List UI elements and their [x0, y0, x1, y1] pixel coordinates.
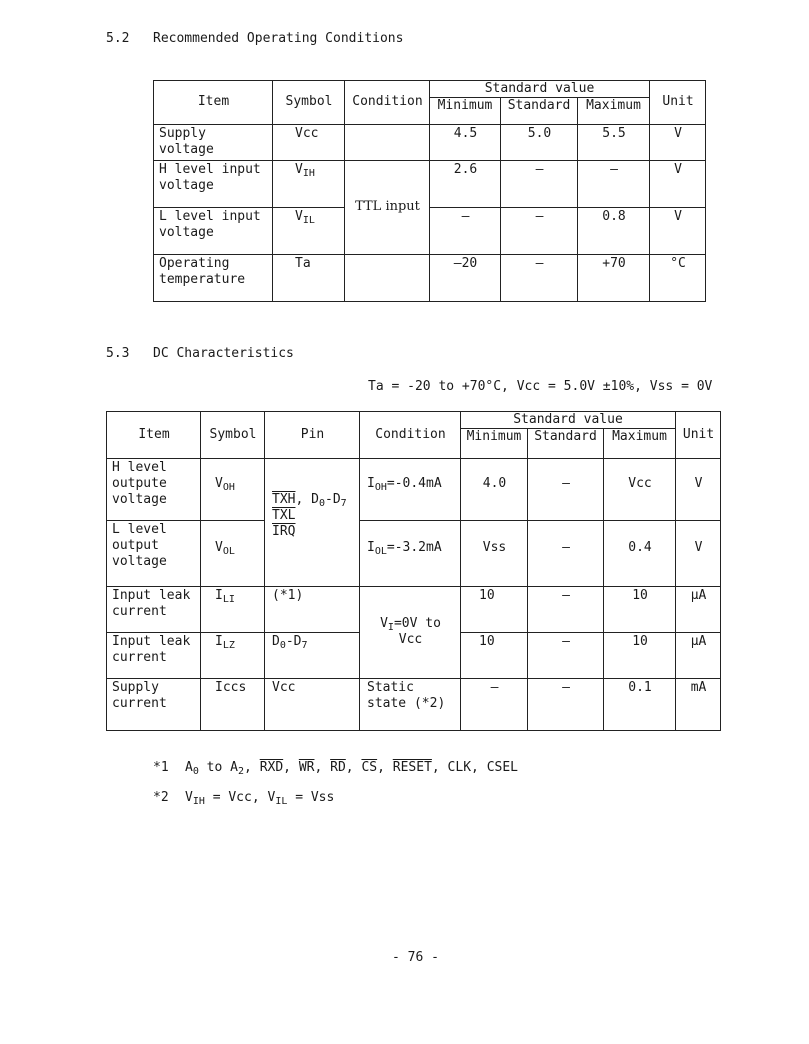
- header-maximum: Maximum: [604, 429, 676, 459]
- vi-condition: $V_I=0V$ to: [380, 616, 441, 633]
- header-standard-value: Standard value: [461, 412, 676, 429]
- table-row: [107, 679, 721, 731]
- pin-cell: Vcc: [265, 679, 360, 731]
- header-pin: Pin: [265, 412, 360, 459]
- ttl-input-condition: TTL input: [355, 199, 420, 214]
- footnote-mark: *2: [153, 790, 169, 805]
- std-cell: 5.0: [501, 125, 578, 161]
- test-conditions-note: Ta = -20 to +70°C, Vcc = 5.0V ±10%, Vss = 0V: [368, 379, 713, 394]
- symbol-cell: $V_{OH}$: [201, 459, 265, 521]
- max-cell: 0.4: [604, 521, 676, 587]
- std-cell: –: [528, 521, 604, 587]
- std-cell: –: [501, 255, 578, 302]
- std-cell: –: [528, 633, 604, 679]
- page-number: - 76 -: [392, 950, 439, 965]
- item-cell: Input leak current: [107, 633, 201, 679]
- unit-cell: mA: [676, 679, 721, 731]
- max-cell: 5.5: [578, 125, 650, 161]
- unit-cell: V: [650, 208, 706, 255]
- header-unit: Unit: [676, 412, 721, 459]
- pin-txh-d0-d7: $\overline{TXH}$, $D_0-D_7$: [272, 492, 347, 509]
- std-cell: –: [528, 587, 604, 633]
- max-cell: 10: [604, 633, 676, 679]
- table-row: [154, 125, 706, 161]
- section-5-2-heading: [106, 31, 403, 46]
- min-cell: Vss: [461, 521, 528, 587]
- unit-cell: μA: [676, 633, 721, 679]
- table-row: [107, 521, 721, 587]
- pin-cell: [265, 459, 360, 587]
- unit-cell: μA: [676, 587, 721, 633]
- max-cell: 0.1: [604, 679, 676, 731]
- table-row: [154, 208, 706, 255]
- condition-cell: [360, 587, 461, 679]
- item-cell: Supply current: [107, 679, 201, 731]
- header-condition: Condition: [345, 81, 430, 125]
- header-standard-value: Standard value: [430, 81, 650, 98]
- header-symbol: Symbol: [273, 81, 345, 125]
- dc-characteristics-table: [106, 411, 721, 731]
- item-cell: L level output voltage: [107, 521, 201, 587]
- min-cell: 4.5: [430, 125, 501, 161]
- vi-condition-vcc: Vcc: [398, 632, 423, 647]
- max-cell: +70: [578, 255, 650, 302]
- section-title: DC Characteristics: [153, 346, 294, 361]
- item-cell: H level outpute voltage: [107, 459, 201, 521]
- header-minimum: Minimum: [430, 98, 501, 125]
- max-cell: –: [578, 161, 650, 208]
- pin-cell: (*1): [265, 587, 360, 633]
- min-cell: –: [461, 679, 528, 731]
- std-cell: –: [528, 459, 604, 521]
- std-cell: –: [501, 161, 578, 208]
- header-standard: Standard: [501, 98, 578, 125]
- unit-cell: °C: [650, 255, 706, 302]
- item-cell: H level input voltage: [154, 161, 273, 208]
- symbol-cell: $I_{LZ}$: [201, 633, 265, 679]
- pin-cell: $D_0-D_7$: [265, 633, 360, 679]
- header-minimum: Minimum: [461, 429, 528, 459]
- condition-cell: [345, 255, 430, 302]
- symbol-cell: Ta: [273, 255, 345, 302]
- std-cell: –: [501, 208, 578, 255]
- header-item: Item: [154, 81, 273, 125]
- std-cell: –: [528, 679, 604, 731]
- item-cell: Input leak current: [107, 587, 201, 633]
- max-cell: Vcc: [604, 459, 676, 521]
- item-cell: Supply voltage: [154, 125, 273, 161]
- footnote-1: *1 $A_0$ to $A_2$, $\overline{RXD}$, $\overline{WR}$, $\overline{RD}$, $\overline{CS}$, RESET, CLK, CSEL: [153, 760, 518, 777]
- condition-cell: [345, 161, 430, 255]
- condition-cell: $I_{OL}=-3.2mA$: [360, 521, 461, 587]
- section-number: 5.2: [106, 31, 130, 46]
- symbol-cell: Iccs: [201, 679, 265, 731]
- symbol-cell: $V_{IH}$: [273, 161, 345, 208]
- unit-cell: V: [650, 125, 706, 161]
- table-row: [107, 459, 721, 521]
- min-cell: 10: [461, 633, 528, 679]
- symbol-cell: $V_{OL}$: [201, 521, 265, 587]
- section-title: Recommended Operating Conditions: [153, 31, 404, 46]
- header-condition: Condition: [360, 412, 461, 459]
- symbol-cell: Vcc: [273, 125, 345, 161]
- recommended-operating-conditions-table: [153, 80, 706, 302]
- symbol-cell: $I_{LI}$: [201, 587, 265, 633]
- footnote-mark: *1: [153, 760, 169, 775]
- symbol-cell: $V_{IL}$: [273, 208, 345, 255]
- condition-cell: $I_{OH}=-0.4mA$: [360, 459, 461, 521]
- max-cell: 0.8: [578, 208, 650, 255]
- section-5-3-heading: [106, 346, 294, 361]
- table-row: [107, 587, 721, 633]
- item-cell: Operating temperature: [154, 255, 273, 302]
- header-item: Item: [107, 412, 201, 459]
- header-maximum: Maximum: [578, 98, 650, 125]
- max-cell: 10: [604, 587, 676, 633]
- unit-cell: V: [676, 459, 721, 521]
- min-cell: –: [430, 208, 501, 255]
- item-cell: L level input voltage: [154, 208, 273, 255]
- section-number: 5.3: [106, 346, 130, 361]
- footnote-2: *2 $V_{IH}$ = Vcc, $V_{IL}$ = Vss: [153, 790, 335, 807]
- unit-cell: V: [650, 161, 706, 208]
- pin-txl: $\overline{TXL}$: [272, 508, 296, 523]
- header-unit: Unit: [650, 81, 706, 125]
- header-symbol: Symbol: [201, 412, 265, 459]
- table-row: [154, 255, 706, 302]
- min-cell: 2.6: [430, 161, 501, 208]
- min-cell: –20: [430, 255, 501, 302]
- min-cell: 4.0: [461, 459, 528, 521]
- condition-cell: Static state (*2): [360, 679, 461, 731]
- pin-irq: $\overline{IRQ}$: [272, 524, 296, 539]
- condition-cell: [345, 125, 430, 161]
- header-standard: Standard: [528, 429, 604, 459]
- table-row: [154, 161, 706, 208]
- min-cell: 10: [461, 587, 528, 633]
- unit-cell: V: [676, 521, 721, 587]
